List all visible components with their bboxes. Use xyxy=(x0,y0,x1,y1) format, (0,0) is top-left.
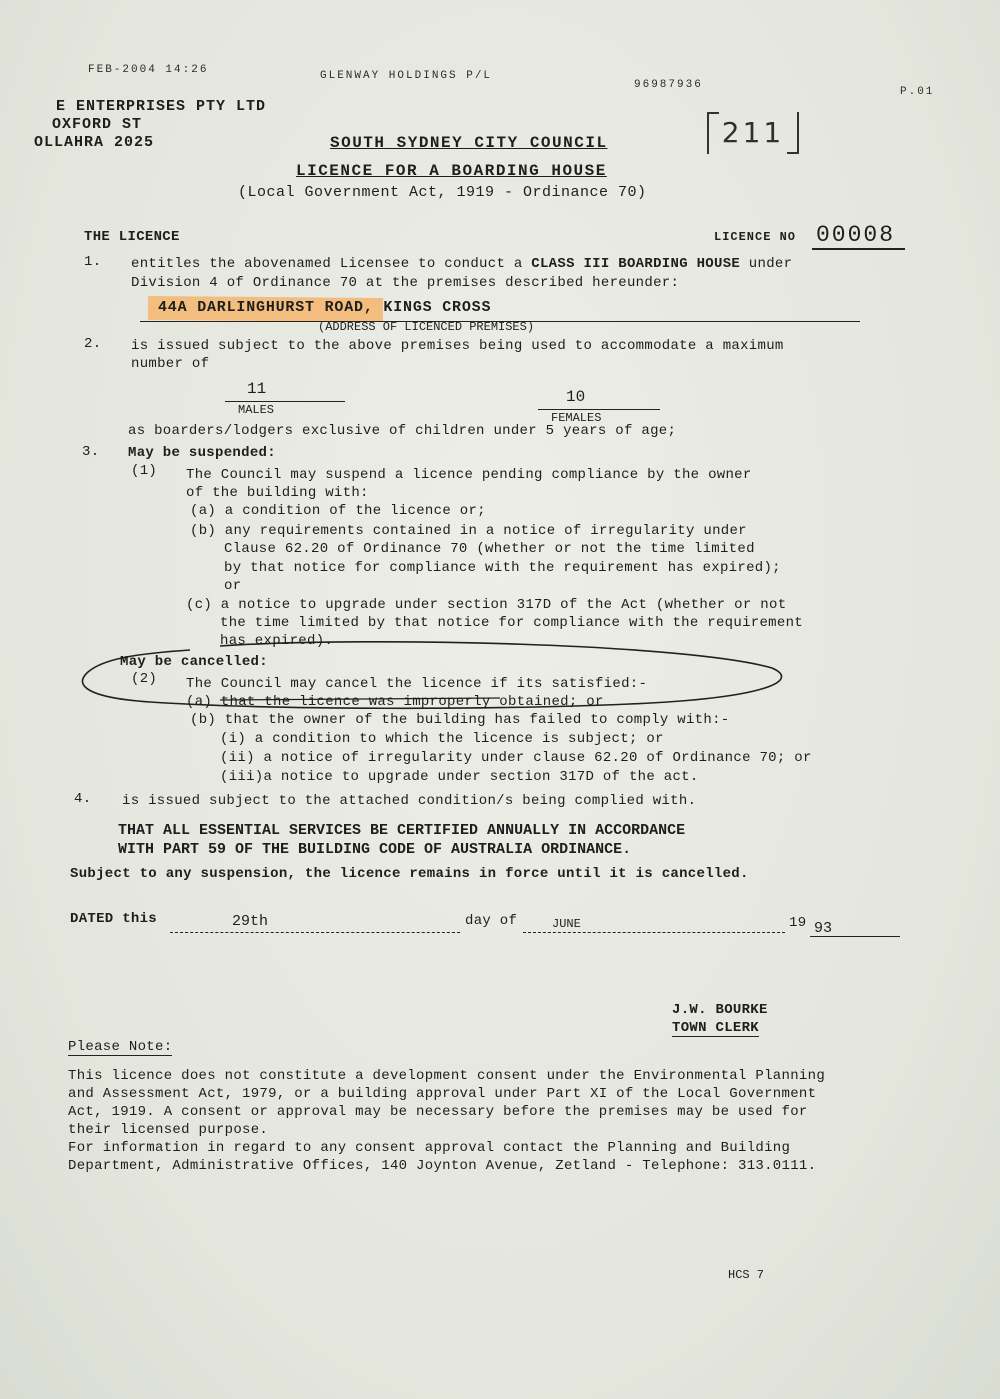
suspend-c2: the time limited by that notice for compliance with the requirement xyxy=(220,615,803,631)
licensee-name: E ENTERPRISES PTY LTD xyxy=(56,98,267,115)
clause-1-text-c: under xyxy=(740,256,793,272)
clause-4-number: 4. xyxy=(74,791,92,807)
females-count: 10 xyxy=(566,388,586,406)
suspend-c3: has expired). xyxy=(220,633,334,649)
suspend-b4: or xyxy=(224,578,242,594)
signatory-name: J.W. BOURKE xyxy=(672,1002,768,1018)
note-line4: their licensed purpose. xyxy=(68,1122,269,1138)
note-heading: Please Note: xyxy=(68,1039,173,1055)
note-line5: For information in regard to any consent approval contact the Planning and Building xyxy=(68,1140,791,1156)
act-reference: (Local Government Act, 1919 - Ordinance 70) xyxy=(238,184,647,201)
cancel-i: (i) a condition to which the licence is subject; or xyxy=(220,731,664,747)
suspended-heading: May be suspended: xyxy=(128,445,276,461)
licensee-street: OXFORD ST xyxy=(52,116,143,133)
clause-1-line2: Division 4 of Ordinance 70 at the premises described hereunder: xyxy=(131,275,680,291)
day-rule xyxy=(170,932,460,933)
clause-2-line2: number of xyxy=(131,356,210,372)
clause-2-line3: as boarders/lodgers exclusive of children under 5 years of age; xyxy=(128,423,677,439)
condition-line1: THAT ALL ESSENTIAL SERVICES BE CERTIFIED ANNUALLY IN ACCORDANCE xyxy=(118,822,686,839)
force-statement: Subject to any suspension, the licence remains in force until it is cancelled. xyxy=(70,866,749,882)
file-number-stamp: 211 xyxy=(707,112,799,154)
cancel-b: (b) that the owner of the building has failed to comply with:- xyxy=(190,712,730,728)
suspend-c1: (c) a notice to upgrade under section 317D of the Act (whether or not xyxy=(186,597,787,613)
suspend-a: (a) a condition of the licence or; xyxy=(190,503,486,519)
dated-year: 93 xyxy=(814,920,833,937)
suspend-b2: Clause 62.20 of Ordinance 70 (whether or not the time limited xyxy=(224,541,755,557)
cancel-iii: (iii)a notice to upgrade under section 317D of the act. xyxy=(220,769,699,785)
fax-date: FEB-2004 14:26 xyxy=(88,64,209,76)
form-code: HCS 7 xyxy=(728,1268,765,1282)
dated-century: 19 xyxy=(789,915,807,931)
suspend-line2: of the building with: xyxy=(186,485,369,501)
clause-2-number: 2. xyxy=(84,336,102,352)
clause-2-line1: is issued subject to the above premises being used to accommodate a maximum xyxy=(131,338,784,354)
dated-label: DATED this xyxy=(70,911,158,927)
note-line1: This licence does not constitute a development consent under the Environmental Planning xyxy=(68,1068,826,1084)
cancel-line1: The Council may cancel the licence if its satisfied:- xyxy=(186,676,648,692)
cancelled-heading: May be cancelled: xyxy=(120,654,268,670)
dated-day: 29th xyxy=(232,913,269,930)
fax-company: GLENWAY HOLDINGS P/L xyxy=(320,70,493,82)
month-rule xyxy=(523,932,785,933)
males-label: MALES xyxy=(238,403,275,417)
class-designation: CLASS III BOARDING HOUSE xyxy=(531,256,741,272)
dated-day-of: day of xyxy=(465,913,518,929)
females-label: FEMALES xyxy=(551,411,602,425)
suspend-sub-number: (1) xyxy=(131,463,158,479)
licence-heading: THE LICENCE xyxy=(84,229,180,245)
clause-1-number: 1. xyxy=(84,254,102,270)
licensee-suburb: OLLAHRA 2025 xyxy=(34,134,155,151)
cancel-ii: (ii) a notice of irregularity under clause 62.20 of Ordinance 70; or xyxy=(220,750,812,766)
clause-1-line1 xyxy=(131,256,792,272)
clause-4-text: is issued subject to the attached condition/s being complied with. xyxy=(122,793,697,809)
dated-month: JUNE xyxy=(552,917,581,931)
condition-line2: WITH PART 59 OF THE BUILDING CODE OF AUSTRALIA ORDINANCE. xyxy=(118,841,632,858)
suspend-b1: (b) any requirements contained in a notice of irregularity under xyxy=(190,523,747,539)
licence-number: 00008 xyxy=(812,222,905,250)
note-line6: Department, Administrative Offices, 140 Joynton Avenue, Zetland - Telephone: 313.0111. xyxy=(68,1158,817,1174)
note-line3: Act, 1919. A consent or approval may be necessary before the premises may be used for xyxy=(68,1104,808,1120)
females-rule xyxy=(538,409,660,410)
premises-address: 44A DARLINGHURST ROAD, KINGS CROSS xyxy=(158,299,492,316)
note-line2: and Assessment Act, 1979, or a building approval under Part XI of the Local Government xyxy=(68,1086,817,1102)
cancel-a: (a) that the licence was improperly obtained; or xyxy=(186,694,604,710)
suspend-line1: The Council may suspend a licence pending compliance by the owner xyxy=(186,467,752,483)
signatory-title: TOWN CLERK xyxy=(672,1020,760,1036)
fax-number: 96987936 xyxy=(634,79,703,91)
year-rule xyxy=(810,936,900,937)
clause-1-text-a: entitles the abovenamed Licensee to conduct a xyxy=(131,256,532,272)
licence-no-label: LICENCE NO xyxy=(714,230,797,244)
males-count: 11 xyxy=(247,380,267,398)
fax-page: P.01 xyxy=(900,86,935,98)
council-name: SOUTH SYDNEY CITY COUNCIL xyxy=(330,134,608,152)
cancel-sub-number: (2) xyxy=(131,671,158,687)
address-caption: (ADDRESS OF LICENCED PREMISES) xyxy=(318,320,535,334)
document-title: LICENCE FOR A BOARDING HOUSE xyxy=(296,162,607,180)
clause-3-number: 3. xyxy=(82,444,100,460)
males-rule xyxy=(225,401,345,402)
suspend-b3: by that notice for compliance with the requirement has expired); xyxy=(224,560,781,576)
